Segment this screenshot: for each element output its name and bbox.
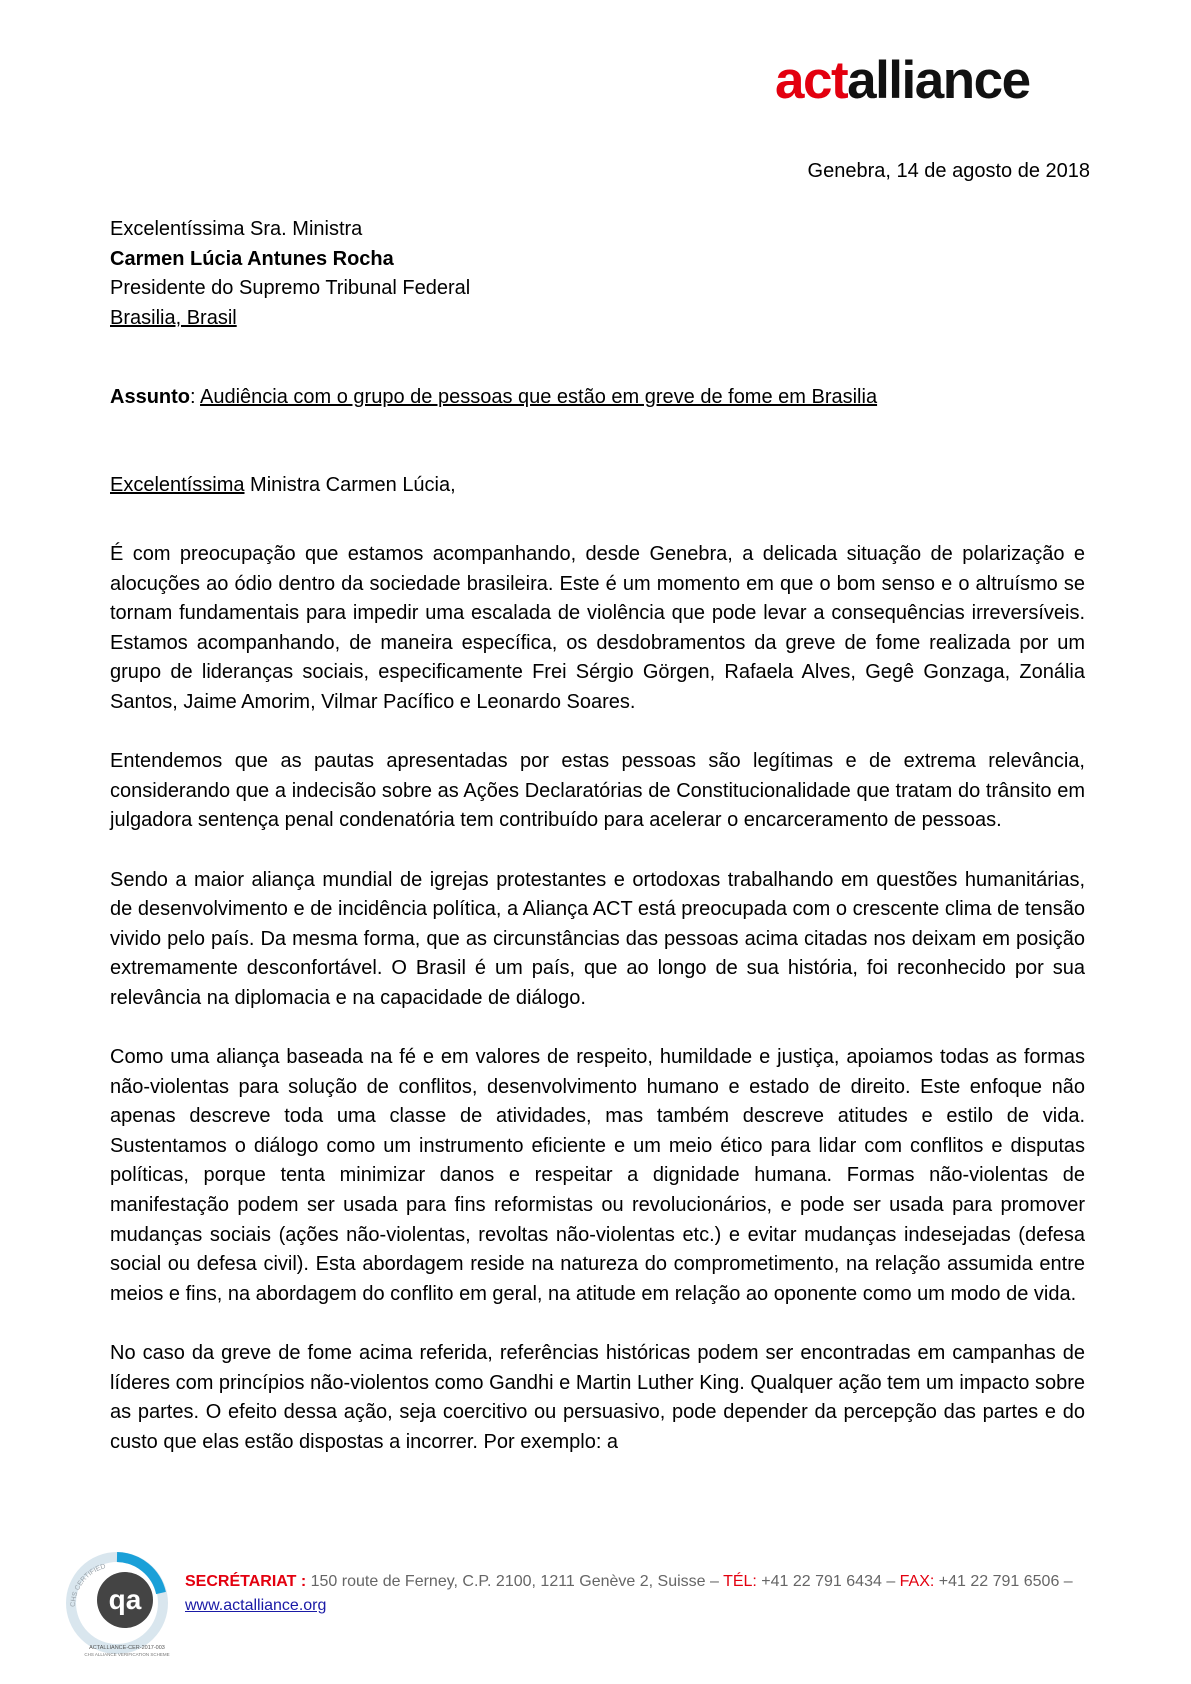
body-paragraph: Como uma aliança baseada na fé e em valores de respeito, humildade e justiça, apoiamos todas as formas não-violentas para solução de conflitos, desenvolvimento humano e estado de direito. Este enfoque não apenas descreve toda uma classe de atividades, mas também descreve atitudes e estilo de vida. Sustentamos o diálogo como um instrumento eficiente e um meio ético para lidar com conflitos e disputas políticas, porque tenta minimizar danos e respeitar a dignidade humana. Formas não-violentas de manifestação podem ser usada para fins reformistas ou revolucionários, e pode ser usada para promover mudanças sociais (ações não-violentas, revoltas não-violentas etc.) e evitar mudanças indesejadas (defesa social ou defesa civil). Esta abordagem reside na natureza do comprometimento, na relação assumida entre meios e fins, na abordagem do conflito em geral, na atitude em relação ao oponente como um modo de vida.	[110, 1046, 1085, 1305]
subject-separator: :	[190, 386, 196, 408]
body-paragraph: É com preocupação que estamos acompanhando, desde Genebra, a delicada situação de polarização e alocuções ao ódio dentro da sociedade brasileira. Este é um momento em que o bom senso e o altruísmo se tornam fundamentais para impedir uma escalada de violência que pode levar a consequências irreversíveis. Estamos acompanhando, de maneira específica, os desdobramentos da greve de fome realizada por um grupo de lideranças sociais, especificamente Frei Sérgio Görgen, Rafaela Alves, Gegê Gonzaga, Zonália Santos, Jaime Amorim, Vilmar Pacífico e Leonardo Soares.	[110, 543, 1085, 713]
footer-contact	[185, 1570, 1073, 1618]
addressee-title: Excelentíssima Sra. Ministra	[110, 218, 363, 240]
letter-date: Genebra, 14 de agosto de 2018	[807, 160, 1090, 182]
addressee-block	[110, 215, 470, 333]
body-paragraph: Entendemos que as pautas apresentadas por estas pessoas são legítimas e de extrema relevância, considerando que a indecisão sobre as Ações Declaratórias de Constitucionalidade que tratam do trânsito em julgadora sentença penal condenatória tem contribuído para acelerar o encarceramento de pessoas.	[110, 750, 1085, 832]
footer-address: 150 route de Ferney, C.P. 2100, 1211 Genève 2, Suisse –	[306, 1573, 724, 1590]
logo-alliance-text: alliance	[847, 51, 1030, 110]
salutation-first-word: Excelentíssima	[110, 474, 245, 496]
body-paragraph: Sendo a maior aliança mundial de igrejas protestantes e ortodoxas trabalhando em questões humanitárias, de desenvolvimento e de incidência política, a Aliança ACT está preocupada com o crescente clima de tensão vivido pelo país. Da mesma forma, que as circunstâncias das pessoas acima citadas nos deixam em posição extremamente desconfortável. O Brasil é um país, que ao longo de sua história, foi reconhecido por sua relevância na diplomacia e na capacidade de diálogo.	[110, 868, 1085, 1009]
addressee-name: Carmen Lúcia Antunes Rocha	[110, 247, 394, 270]
salutation	[110, 470, 456, 500]
addressee-location: Brasilia, Brasil	[110, 306, 237, 329]
salutation-rest: Ministra Carmen Lúcia,	[244, 474, 456, 496]
letter-body	[110, 540, 1085, 1487]
seal-caption-1: ACTALLIANCE-CER-2017-003	[89, 1645, 165, 1651]
seal-caption-2: CHS ALLIANCE VERIFICATION SCHEME	[84, 1652, 170, 1657]
chs-certified-seal	[55, 1545, 175, 1665]
logo-act-text: act	[775, 51, 848, 110]
chs-seal-icon	[55, 1545, 175, 1665]
footer-website-link[interactable]: www.actalliance.org	[185, 1597, 327, 1614]
addressee-role: Presidente do Supremo Tribunal Federal	[110, 277, 471, 299]
seal-ring-text: CHS CERTIFIED	[69, 1563, 107, 1608]
footer-tel-label: TÉL:	[723, 1573, 757, 1590]
subject-line	[110, 382, 877, 412]
body-paragraph: No caso da greve de fome acima referida, referências históricas podem ser encontradas em campanhas de líderes com princípios não-violentos como Gandhi e Martin Luther King. Qualquer ação tem um impacto sobre as partes. O efeito dessa ação, seja coercitivo ou persuasivo, pode depender da percepção das partes e do custo que elas estão dispostas a incorrer. Por exemplo: a	[110, 1342, 1085, 1453]
footer-tel: +41 22 791 6434 –	[756, 1573, 900, 1590]
seal-letters: qa	[108, 1584, 142, 1615]
footer-secretariat-label: SECRÉTARIAT :	[185, 1573, 307, 1590]
subject-label: Assunto	[110, 386, 190, 408]
footer-fax: +41 22 791 6506 –	[934, 1573, 1073, 1590]
subject-text: Audiência com o grupo de pessoas que estão em greve de fome em Brasilia	[200, 386, 878, 408]
footer-fax-label: FAX:	[899, 1573, 935, 1590]
actalliance-logo	[775, 52, 1090, 110]
